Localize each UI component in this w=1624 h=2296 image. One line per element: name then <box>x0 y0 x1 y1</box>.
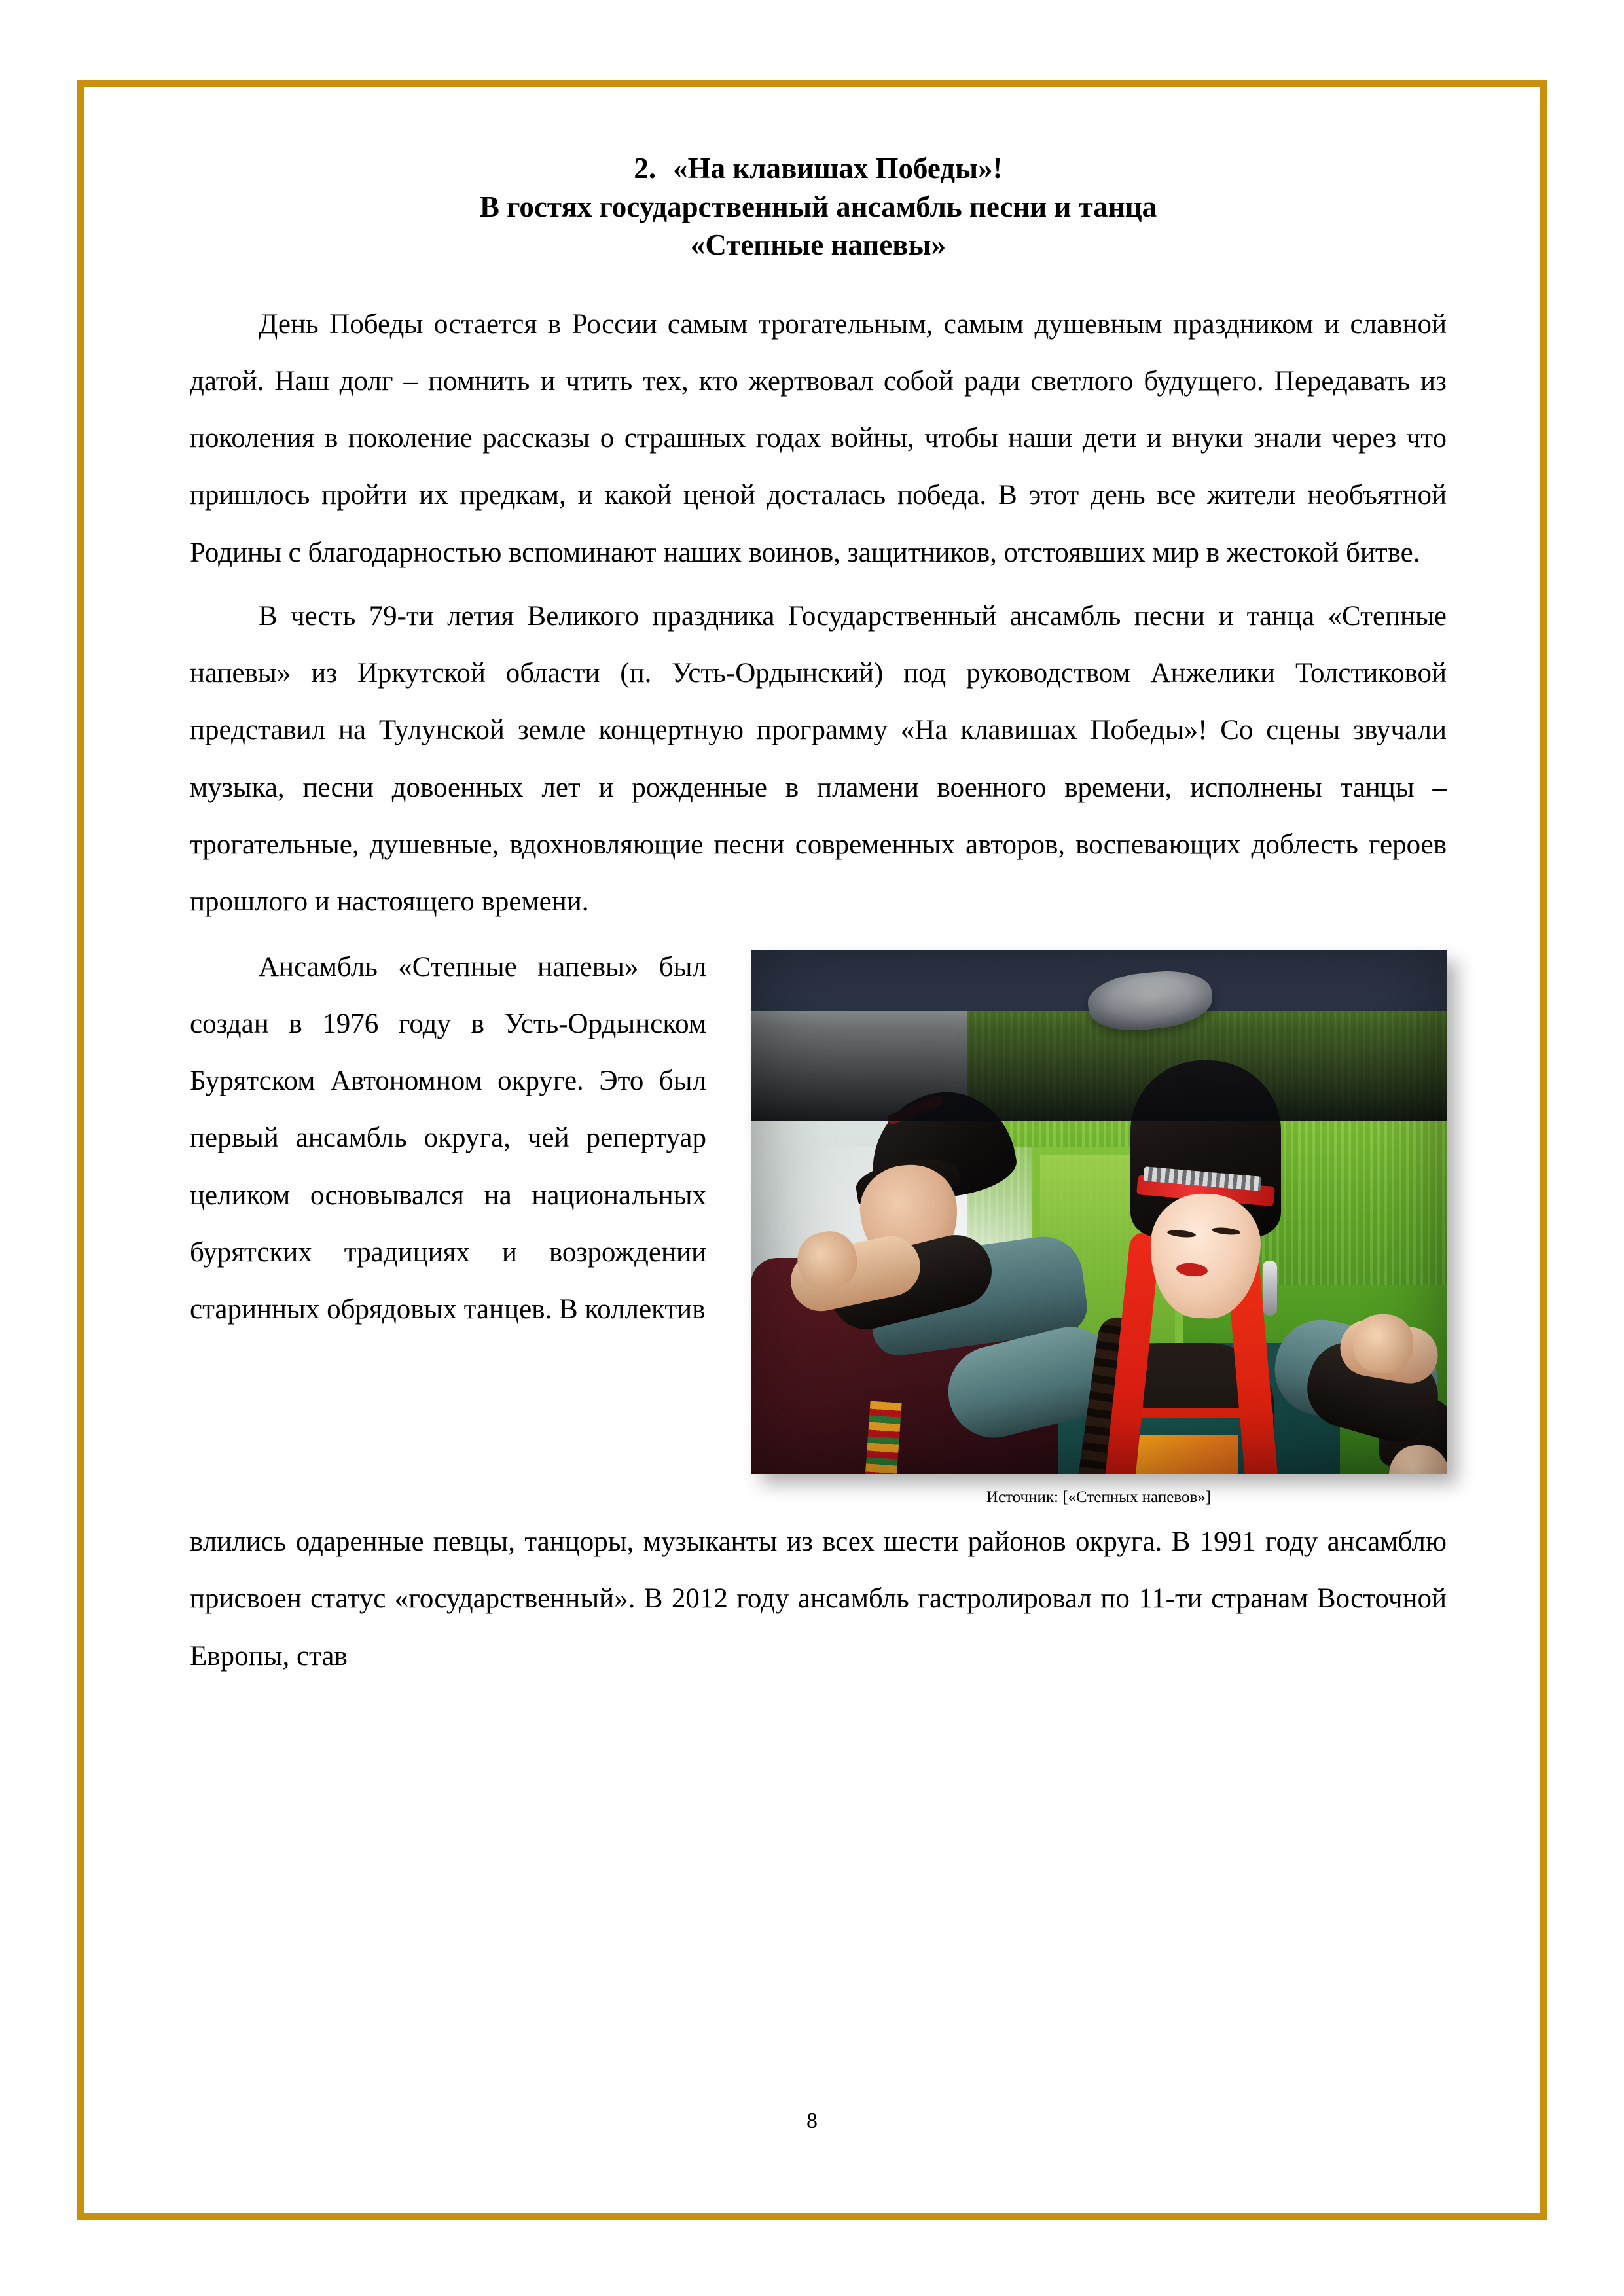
photo-dancers <box>751 950 1447 1474</box>
title-line-3-text: «Степные напевы» <box>690 228 947 261</box>
figure-ensemble-photo <box>751 950 1447 1509</box>
page-content <box>190 149 1447 1685</box>
title-number: 2. <box>634 152 657 185</box>
figure-caption: Источник: [«Степных напевов»] <box>986 1488 1212 1506</box>
page-number: 8 <box>806 2109 818 2133</box>
body-paragraph-2: В честь 79-ти летия Великого праздника Государственный ансамбль песни и танца «Степные напевы» из Иркутской области (п. Усть-Ордынский) под руководством Анжелики Толстиковой представил на Тулунской земле концертную программу «На клавишах Победы»! Со сцены звучали музыка, песни довоенных лет и рожденные в пламени военного времени, исполнены танцы – трогательные, душевные, вдохновляющие песни современных авторов, воспевающих доблесть героев прошлого и настоящего времени. <box>190 600 1447 918</box>
page-title <box>190 149 1447 264</box>
body-paragraph-1: День Победы остается в России самым трогательным, самым душевным праздником и славной датой. Наш долг – помнить и чтить тех, кто жертвовал собой ради светлого будущего. Передавать из поколения в поколение рассказы о страшных годах войны, чтобы наши дети и внуки знали через что пришлось пройти их предкам, и какой ценой досталась победа. В этот день все жители необъятной Родины с благодарностью вспоминают наших воинов, защитников, отстоявших мир в жестокой битве. <box>190 308 1447 568</box>
body-paragraph-3-tail: влились одаренные певцы, танцоры, музыканты из всех шести районов округа. В 1991 году ансамблю присвоен статус «государственный». В 2012 году ансамбль гастролировал по 11-ти странам Восточной Европы, став <box>190 1526 1447 1672</box>
body-paragraph-3-wrapped: Ансамбль «Степные напевы» был создан в 1976 году в Усть-Ордынском Бурятском Автономном округе. Это был первый ансамбль округа, чей репертуар целиком основывался на национальных бурятских традициях и возрождении старинных обрядовых танцев. В коллектив <box>190 951 706 1325</box>
title-line-2-text: В гостях государственный ансамбль песни и танца <box>479 190 1157 223</box>
figure-wrap-section <box>190 939 1447 1514</box>
photo-vignette <box>751 950 1447 1474</box>
title-line-1-text: «На клавишах Победы»! <box>673 152 1003 185</box>
